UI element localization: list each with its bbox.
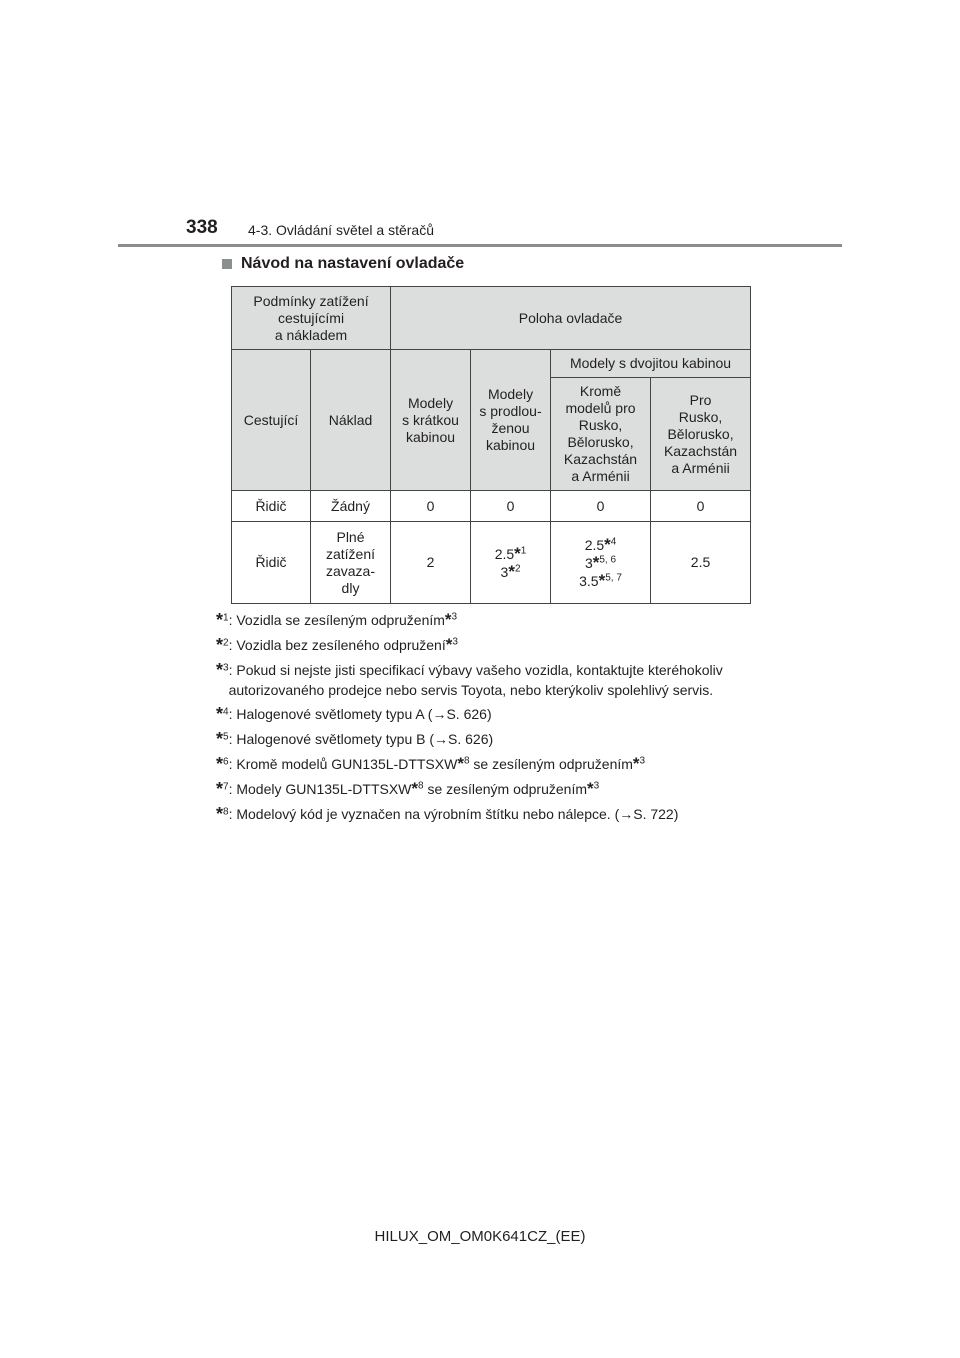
page-number: 338 xyxy=(186,217,218,238)
row2-extended-cab: 2.5*$^1$ 3*$^2$ xyxy=(471,522,551,604)
row2-for-regions: 2.5 xyxy=(651,522,751,604)
header-for-regions: Pro Rusko, Bělorusko, Kazachstán a Arménii xyxy=(651,378,751,491)
square-bullet-icon xyxy=(222,259,232,269)
footnote-5: *$^5$ : Halogenové světlomety typu B (→S. 626) xyxy=(216,729,494,749)
row2-except-regions: 2.5*$^4$ 3*$^{5, 6}$ 3.5*$^{5, 7}$ xyxy=(551,522,651,604)
footnote-7: *$^7$ : Modely GUN135L-DTTSXW*$^8$ se zesíleným odpružením*$^3$ xyxy=(216,779,600,799)
row1-short-cab: 0 xyxy=(391,491,471,522)
header-except-regions: Kromě modelů pro Rusko, Bělorusko, Kazachstán a Arménii xyxy=(551,378,651,491)
row1-for-regions: 0 xyxy=(651,491,751,522)
row1-load: Žádný xyxy=(311,491,391,522)
footer-code: HILUX_OM_OM0K641CZ_(EE) xyxy=(374,1228,586,1245)
chapter-title: 4-3. Ovládání světel a stěračů xyxy=(248,222,434,238)
header-load-conditions: Podmínky zatížení cestujícími a nákladem xyxy=(232,287,391,350)
adjustment-table xyxy=(231,286,751,604)
footnote-2: *$^2$ : Vozidla bez zesíleného odpružení*$^3$ xyxy=(216,635,458,655)
header-rule xyxy=(118,244,842,247)
header-double-cab: Modely s dvojitou kabinou xyxy=(551,350,751,378)
footnote-4: *$^4$ : Halogenové světlomety typu A (→S. 626) xyxy=(216,704,492,724)
footnote-6: *$^6$ : Kromě modelů GUN135L-DTTSXW*$^8$ se zesíleným odpružením*$^3$ xyxy=(216,754,646,774)
footnotes xyxy=(216,610,756,829)
row2-passengers: Řidič xyxy=(232,522,311,604)
header-passengers: Cestující xyxy=(232,350,311,491)
header-dial-position: Poloha ovladače xyxy=(391,287,751,350)
footnote-1: *$^1$ : Vozidla se zesíleným odpružením*$^3$ xyxy=(216,610,458,630)
section-heading xyxy=(222,255,464,273)
row2-load: Plné zatížení zavaza- dly xyxy=(311,522,391,604)
footnote-3: *$^3$ : Pokud si nejste jisti specifikací výbavy vašeho vozidla, kontaktujte kteréhokoliv autorizovaného prodejce nebo servis Toyota, nebo kterýkoliv spolehlivý servis. xyxy=(216,660,723,698)
row1-except-regions: 0 xyxy=(551,491,651,522)
header-load: Náklad xyxy=(311,350,391,491)
row1-extended-cab: 0 xyxy=(471,491,551,522)
header-extended-cab: Modely s prodlou- ženou kabinou xyxy=(471,350,551,491)
section-title: Návod na nastavení ovladače xyxy=(241,255,465,272)
header-short-cab: Modely s krátkou kabinou xyxy=(391,350,471,491)
footnote-8: *$^8$ : Modelový kód je vyznačen na výrobním štítku nebo nálepce. (→S. 722) xyxy=(216,804,679,824)
row1-passengers: Řidič xyxy=(232,491,311,522)
row2-short-cab: 2 xyxy=(391,522,471,604)
